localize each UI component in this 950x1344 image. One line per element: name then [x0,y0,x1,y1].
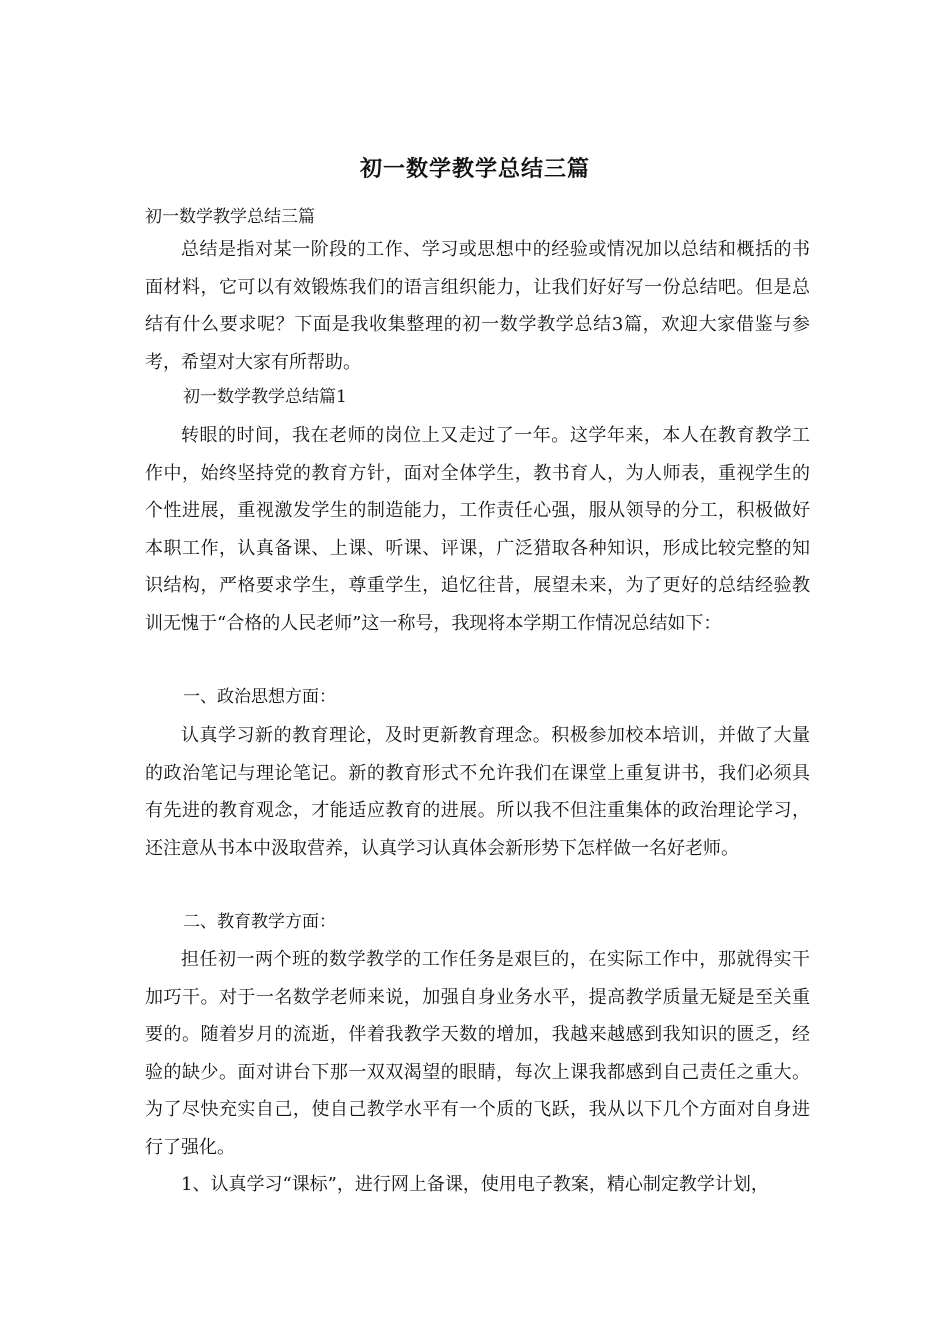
point-1: 1、认真学习“课标”，进行网上备课，使用电子教案，精心制定教学计划， [181,1174,769,1195]
intro-paragraph: 总结是指对某一阶段的工作、学习或思想中的经验或情况加以总结和概括的书面材料，它可以有效锻炼我们的语言组织能力，让我们好好写一份总结吧。但是总结有什么要求呢？下面是我收集整理的初一数学教学总结3篇，欢迎大家借鉴与参考，希望对大家有所帮助。 [145,239,810,373]
paragraph-1: 转眼的时间，我在老师的岗位上又走过了一年。这学年来，本人在教育教学工作中，始终坚持党的教育方针，面对全体学生，教书育人，为人师表，重视学生的个性进展，重视激发学生的制造能力，工作责任心强，服从领导的分工，积极做好本职工作，认真备课、上课、听课、评课，广泛猎取各种知识，形成比较完整的知识结构，严格要求学生，尊重学生，追忆往昔，展望未来，为了更好的总结经验教训无愧于“合格的人民老师”这一称号，我现将本学期工作情况总结如下： [145,425,810,634]
section-heading-1: 初一数学教学总结篇1 [183,387,347,407]
heading-teaching: 二、教育教学方面： [183,912,336,932]
document-subtitle: 初一数学教学总结三篇 [145,207,315,227]
paragraph-3: 担任初一两个班的数学教学的工作任务是艰巨的，在实际工作中，那就得实干加巧干。对于一名数学老师来说，加强自身业务水平，提高教学质量无疑是至关重要的。随着岁月的流逝，伴着我教学天数的增加，我越来越感到我知识的匮乏，经验的缺少。面对讲台下那一双双渴望的眼睛，每次上课我都感到自己责任之重大。为了尽快充实自己，使自己教学水平有一个质的飞跃，我从以下几个方面对自身进行了强化。 [145,949,810,1158]
heading-political: 一、政治思想方面： [183,687,336,707]
paragraph-2: 认真学习新的教育理论，及时更新教育理念。积极参加校本培训，并做了大量的政治笔记与理论笔记。新的教育形式不允许我们在课堂上重复讲书，我们必须具有先进的教育观念，才能适应教育的进展。所以我不但注重集体的政治理论学习，还注意从书本中汲取营养，认真学习认真体会新形势下怎样做一名好老师。 [145,725,810,859]
document-title: 初一数学教学总结三篇 [359,156,590,182]
